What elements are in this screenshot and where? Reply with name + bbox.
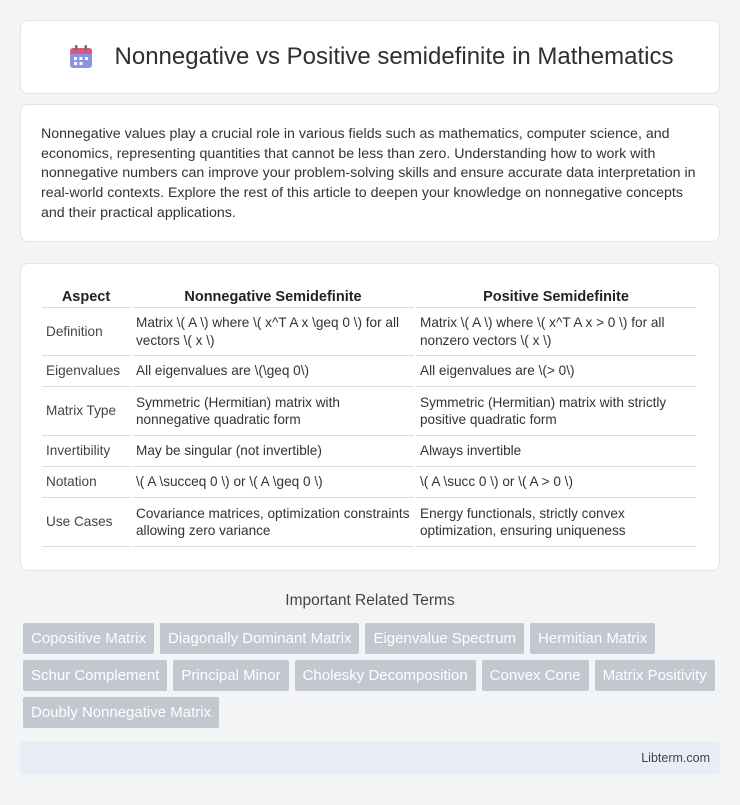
table-row [42, 308, 696, 356]
row-positive-value: \( A \succ 0 \) or \( A > 0 \) [416, 467, 696, 498]
related-term-tag[interactable]: Hermitian Matrix [530, 623, 655, 654]
row-positive-value: Energy functionals, strictly convex optimization, ensuring uniqueness [416, 498, 696, 547]
row-aspect: Use Cases [42, 498, 130, 547]
row-aspect: Invertibility [42, 436, 130, 467]
table-row [42, 498, 696, 547]
related-term-tag[interactable]: Eigenvalue Spectrum [365, 623, 524, 654]
row-positive-value: All eigenvalues are \(> 0\) [416, 356, 696, 387]
row-aspect: Eigenvalues [42, 356, 130, 387]
row-positive-value: Always invertible [416, 436, 696, 467]
row-nonnegative-value: Symmetric (Hermitian) matrix with nonnegative quadratic form [132, 387, 414, 436]
related-term-tag[interactable]: Schur Complement [23, 660, 167, 691]
row-positive-value: Matrix \( A \) where \( x^T A x > 0 \) for all nonzero vectors \( x \) [416, 308, 696, 356]
row-nonnegative-value: All eigenvalues are \(\geq 0\) [132, 356, 414, 387]
comparison-table [40, 286, 698, 547]
table-row [42, 436, 696, 467]
table-row [42, 467, 696, 498]
related-term-tag[interactable]: Copositive Matrix [23, 623, 154, 654]
related-term-tag[interactable]: Doubly Nonnegative Matrix [23, 697, 219, 728]
calendar-icon [67, 43, 95, 71]
row-nonnegative-value: Matrix \( A \) where \( x^T A x \geq 0 \) for all vectors \( x \) [132, 308, 414, 356]
header-nonnegative: Nonnegative Semidefinite [132, 286, 414, 308]
related-term-tag[interactable]: Convex Cone [482, 660, 589, 691]
table-header-row [42, 286, 696, 308]
footer-brand[interactable]: Libterm.com [641, 751, 710, 765]
row-aspect: Notation [42, 467, 130, 498]
page-title: Nonnegative vs Positive semidefinite in Mathematics [114, 43, 674, 70]
row-nonnegative-value: \( A \succeq 0 \) or \( A \geq 0 \) [132, 467, 414, 498]
row-nonnegative-value: May be singular (not invertible) [132, 436, 414, 467]
header-card [20, 20, 720, 94]
related-term-tag[interactable]: Diagonally Dominant Matrix [160, 623, 359, 654]
row-nonnegative-value: Covariance matrices, optimization constraints allowing zero variance [132, 498, 414, 547]
footer [20, 741, 720, 775]
related-term-tag[interactable]: Cholesky Decomposition [295, 660, 476, 691]
intro-text: Nonnegative values play a crucial role in various fields such as mathematics, computer science, and economics, representing quantities that cannot be less than zero. Understanding how to work with nonnegative numbers can improve your problem-solving skills and ensure accurate data interpretation in real-world contexts. Explore the rest of this article to deepen your knowledge on nonnegative concepts and their practical applications. [41, 126, 696, 221]
row-positive-value: Symmetric (Hermitian) matrix with strictly positive quadratic form [416, 387, 696, 436]
row-aspect: Definition [42, 308, 130, 356]
header-positive: Positive Semidefinite [416, 286, 696, 308]
header-aspect: Aspect [42, 286, 130, 308]
related-term-tag[interactable]: Matrix Positivity [595, 660, 715, 691]
row-aspect: Matrix Type [42, 387, 130, 436]
comparison-table-card [20, 263, 720, 571]
intro-card [20, 104, 720, 242]
table-row [42, 356, 696, 387]
related-terms-title: Important Related Terms [285, 592, 455, 609]
related-terms-list [23, 623, 723, 734]
related-term-tag[interactable]: Principal Minor [173, 660, 288, 691]
table-row [42, 387, 696, 436]
